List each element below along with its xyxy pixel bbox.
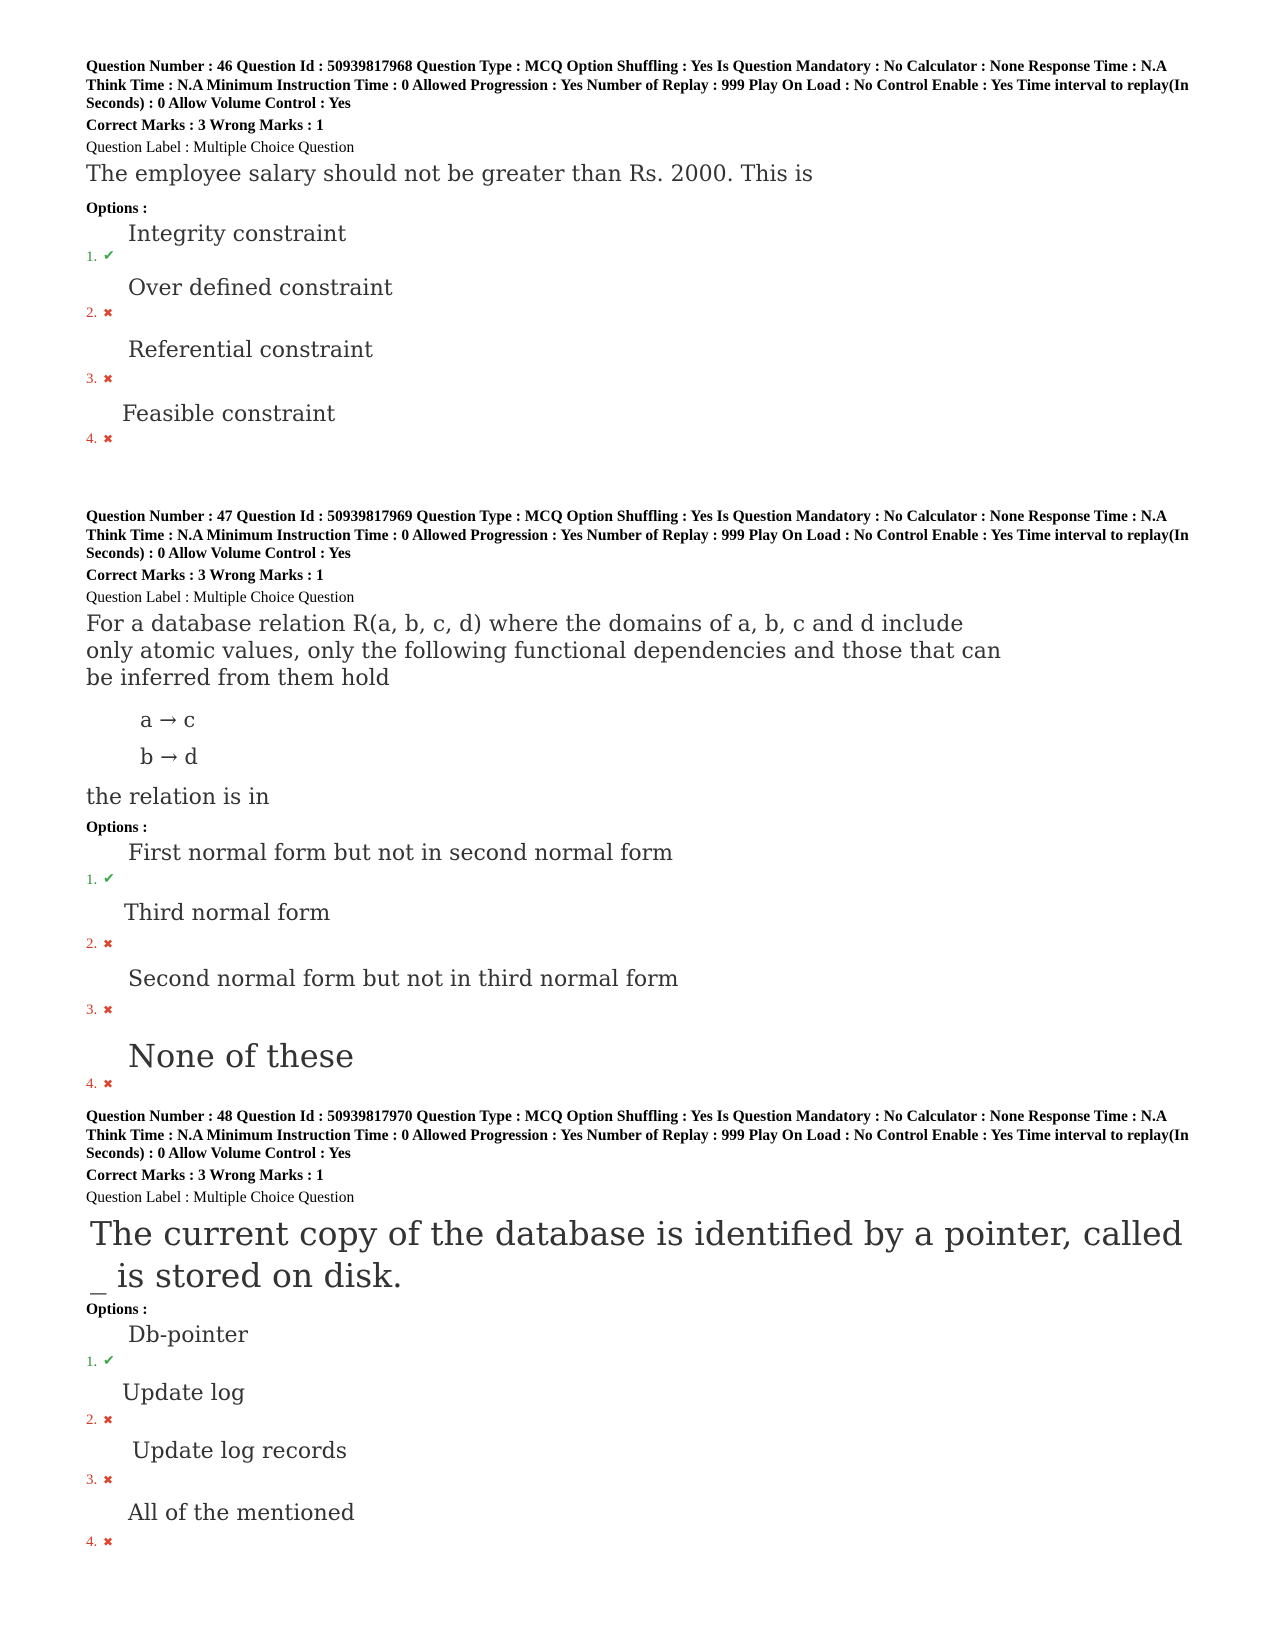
question-text: The employee salary should not be greater than Rs. 2000. This is — [86, 161, 814, 187]
cross-icon: ✖ — [103, 1534, 114, 1549]
option-number: 1. — [86, 1353, 98, 1370]
cross-icon: ✖ — [103, 431, 114, 446]
option-text: Referential constraint — [128, 337, 374, 363]
question-text: The current copy of the database is identified by a pointer, called _ is stored on disk. — [90, 1213, 1183, 1295]
option-1 — [86, 1319, 1196, 1377]
check-icon: ✔ — [103, 871, 115, 887]
question-47 — [86, 508, 1196, 1099]
option-4 — [86, 1025, 1196, 1099]
option-number: 2. — [86, 935, 98, 952]
option-3 — [86, 959, 1196, 1025]
cross-icon: ✖ — [103, 936, 114, 951]
question-46 — [86, 58, 1196, 454]
option-text: Integrity constraint — [128, 221, 347, 247]
option-text: Second normal form but not in third normal form — [128, 966, 679, 992]
option-number: 2. — [86, 1411, 98, 1428]
option-1 — [86, 837, 1196, 895]
question-label: Question Label : Multiple Choice Question — [86, 588, 355, 606]
option-number: 4. — [86, 1533, 98, 1550]
option-number: 2. — [86, 304, 98, 321]
option-text: Feasible constraint — [122, 401, 336, 427]
question-text-continued: the relation is in — [86, 784, 270, 810]
option-text: None of these — [128, 1036, 355, 1075]
option-2 — [86, 1377, 1196, 1435]
option-text: All of the mentioned — [128, 1500, 355, 1526]
check-icon: ✔ — [103, 248, 115, 264]
option-text: Update log — [122, 1380, 246, 1406]
question-meta: Question Number : 48 Question Id : 50939817970 Question Type : MCQ Option Shuffling : Yes Is Question Mandatory : No Calculator : None Response Time : N.A Think Time : N.A Minimum Instruction Time : 0 Allowed Progression : Yes Number of Replay : 999 Play On Load : No Control Enable : Yes Time interval to replay(In Seconds) : 0 Allow Volume Control : Yes — [86, 1108, 1189, 1162]
option-3 — [86, 1435, 1196, 1495]
option-3 — [86, 328, 1196, 394]
dependency: b → d — [140, 744, 198, 769]
check-icon: ✔ — [103, 1353, 115, 1369]
question-meta: Question Number : 46 Question Id : 50939817968 Question Type : MCQ Option Shuffling : Yes Is Question Mandatory : No Calculator : None Response Time : N.A Think Time : N.A Minimum Instruction Time : 0 Allowed Progression : Yes Number of Replay : 999 Play On Load : No Control Enable : Yes Time interval to replay(In Seconds) : 0 Allow Volume Control : Yes — [86, 58, 1189, 112]
option-text: First normal form but not in second normal form — [128, 840, 673, 866]
cross-icon: ✖ — [103, 1412, 114, 1427]
question-meta: Question Number : 47 Question Id : 50939817969 Question Type : MCQ Option Shuffling : Yes Is Question Mandatory : No Calculator : None Response Time : N.A Think Time : N.A Minimum Instruction Time : 0 Allowed Progression : Yes Number of Replay : 999 Play On Load : No Control Enable : Yes Time interval to replay(In Seconds) : 0 Allow Volume Control : Yes — [86, 508, 1189, 562]
option-number: 1. — [86, 871, 98, 888]
option-number: 3. — [86, 370, 98, 387]
option-text: Over defined constraint — [128, 275, 393, 301]
question-marks: Correct Marks : 3 Wrong Marks : 1 — [86, 1166, 324, 1184]
functional-dependencies — [140, 702, 1196, 776]
option-1 — [86, 218, 1196, 272]
option-text: Db-pointer — [128, 1322, 249, 1348]
options-label: Options : — [86, 818, 148, 836]
options-label: Options : — [86, 1300, 148, 1318]
option-number: 3. — [86, 1001, 98, 1018]
option-2 — [86, 895, 1196, 959]
question-label: Question Label : Multiple Choice Question — [86, 138, 355, 156]
option-text: Update log records — [132, 1438, 348, 1464]
question-marks: Correct Marks : 3 Wrong Marks : 1 — [86, 566, 324, 584]
cross-icon: ✖ — [103, 305, 114, 320]
option-4 — [86, 1495, 1196, 1557]
option-number: 4. — [86, 1075, 98, 1092]
option-text: Third normal form — [124, 900, 331, 926]
cross-icon: ✖ — [103, 1472, 114, 1487]
option-2 — [86, 272, 1196, 328]
question-48 — [86, 1108, 1196, 1557]
option-4 — [86, 394, 1196, 454]
cross-icon: ✖ — [103, 371, 114, 386]
dependency: a → c — [140, 707, 196, 732]
option-number: 3. — [86, 1471, 98, 1488]
option-number: 1. — [86, 248, 98, 265]
option-number: 4. — [86, 430, 98, 447]
options-label: Options : — [86, 199, 148, 217]
question-label: Question Label : Multiple Choice Question — [86, 1188, 355, 1206]
question-text: For a database relation R(a, b, c, d) where the domains of a, b, c and d include only atomic values, only the following functional dependencies and those that can be inferred from them hold — [86, 611, 1002, 691]
question-marks: Correct Marks : 3 Wrong Marks : 1 — [86, 116, 324, 134]
cross-icon: ✖ — [103, 1076, 114, 1091]
cross-icon: ✖ — [103, 1002, 114, 1017]
